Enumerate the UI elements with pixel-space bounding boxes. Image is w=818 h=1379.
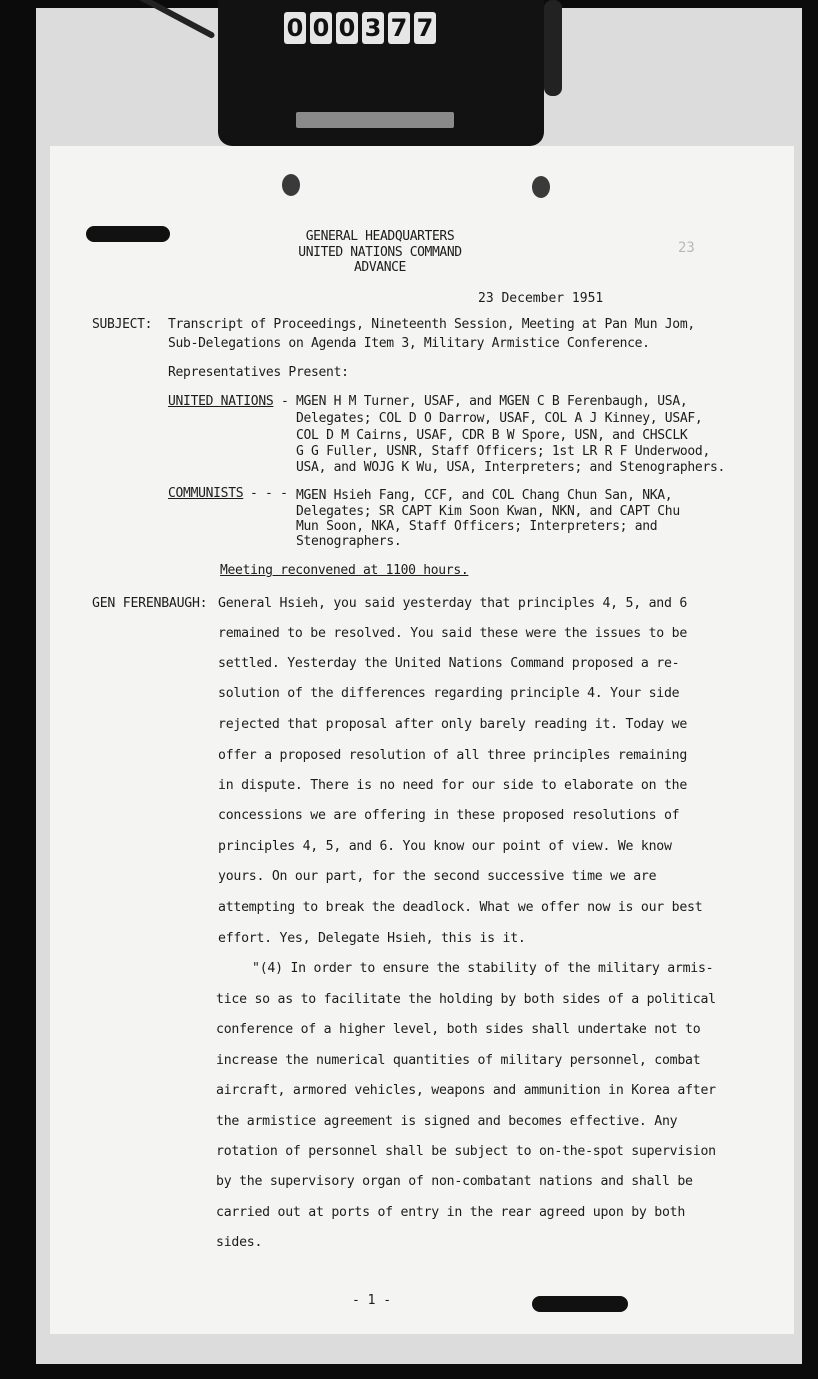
counter-plate [296,112,454,128]
cable-right [544,0,562,96]
un-line: G G Fuller, USNR, Staff Officers; 1st LR R F Underwood, [296,444,710,459]
un-line: MGEN H M Turner, USAF, and MGEN C B Ferenbaugh, USA, [296,394,688,409]
subject-line: Sub-Delegations on Agenda Item 3, Military Armistice Conference. [168,336,650,351]
un-line: USA, and WOJG K Wu, USA, Interpreters; and Stenographers. [296,460,726,475]
paragraph-line: effort. Yes, Delegate Hsieh, this is it. [218,931,526,946]
paragraph-line: settled. Yesterday the United Nations Command proposed a re- [218,656,680,671]
frame-counter [218,0,544,146]
communists-line: Delegates; SR CAPT Kim Soon Kwan, NKN, and CAPT Chu [296,504,680,519]
communists-line: Mun Soon, NKA, Staff Officers; Interpreters; and [296,519,658,534]
paragraph-line: principles 4, 5, and 6. You know our point of view. We know [218,839,672,854]
counter-digit: 7 [414,12,436,44]
quote-line: sides. [216,1235,263,1250]
paragraph-line: General Hsieh, you said yesterday that principles 4, 5, and 6 [218,596,688,611]
quote-line: tice so as to facilitate the holding by both sides of a political [216,992,716,1007]
header-line-3: ADVANCE [354,260,406,275]
un-line: Delegates; COL D O Darrow, USAF, COL A J Kinney, USAF, [296,411,703,426]
un-label: UNITED NATIONS [168,394,274,409]
speaker-label: GEN FERENBAUGH: [92,596,208,611]
un-line: COL D M Cairns, USAF, CDR B W Spore, USN, and CHSCLK [296,428,688,443]
page-stamp: 23 [678,240,695,256]
paragraph-line: attempting to break the deadlock. What we offer now is our best [218,900,703,915]
un-dash: - [281,394,289,409]
counter-digit: 7 [388,12,410,44]
communists-label: COMMUNISTS [168,486,244,501]
paragraph-line: concessions we are offering in these proposed resolutions of [218,808,680,823]
header-line-1: GENERAL HEADQUARTERS [305,229,455,244]
punch-hole-right [532,176,550,198]
redaction-mark-top [86,226,170,242]
paragraph-line: offer a proposed resolution of all three principles remaining [218,748,688,763]
representatives-label: Representatives Present: [168,365,349,380]
counter-digit: 0 [284,12,306,44]
communists-line: MGEN Hsieh Fang, CCF, and COL Chang Chun San, NKA, [296,488,673,503]
paragraph-line: yours. On our part, for the second successive time we are [218,869,657,884]
counter-digit: 3 [362,12,384,44]
subject-label: SUBJECT: [92,317,153,332]
quote-line: rotation of personnel shall be subject to on-the-spot supervision [216,1144,716,1159]
meeting-note: Meeting reconvened at 1100 hours. [220,563,469,578]
communists-dash: - - - [250,486,288,501]
communists-line: Stenographers. [296,534,402,549]
paragraph-line: solution of the differences regarding principle 4. Your side [218,686,680,701]
subject-line: Transcript of Proceedings, Nineteenth Session, Meeting at Pan Mun Jom, [168,317,695,332]
counter-digit: 0 [336,12,358,44]
counter-digit: 0 [310,12,332,44]
page-number: - 1 - [352,1293,392,1308]
punch-hole-left [282,174,300,196]
redaction-mark-bottom [532,1296,628,1312]
paragraph-line: in dispute. There is no need for our side to elaborate on the [218,778,688,793]
quote-line: the armistice agreement is signed and becomes effective. Any [216,1114,678,1129]
paragraph-line: rejected that proposal after only barely reading it. Today we [218,717,688,732]
quote-line: aircraft, armored vehicles, weapons and ammunition in Korea after [216,1083,716,1098]
paragraph-line: remained to be resolved. You said these were the issues to be [218,626,688,641]
quote-line: "(4) In order to ensure the stability of the military armis- [252,961,714,976]
quote-line: conference of a higher level, both sides shall undertake not to [216,1022,701,1037]
quote-line: increase the numerical quantities of military personnel, combat [216,1053,701,1068]
quote-line: carried out at ports of entry in the rear agreed upon by both [216,1205,686,1220]
header-line-2: UNITED NATIONS COMMAND [298,245,462,260]
quote-line: by the supervisory organ of non-combatant nations and shall be [216,1174,693,1189]
counter-digits [284,12,436,44]
document-date: 23 December 1951 [478,291,604,306]
